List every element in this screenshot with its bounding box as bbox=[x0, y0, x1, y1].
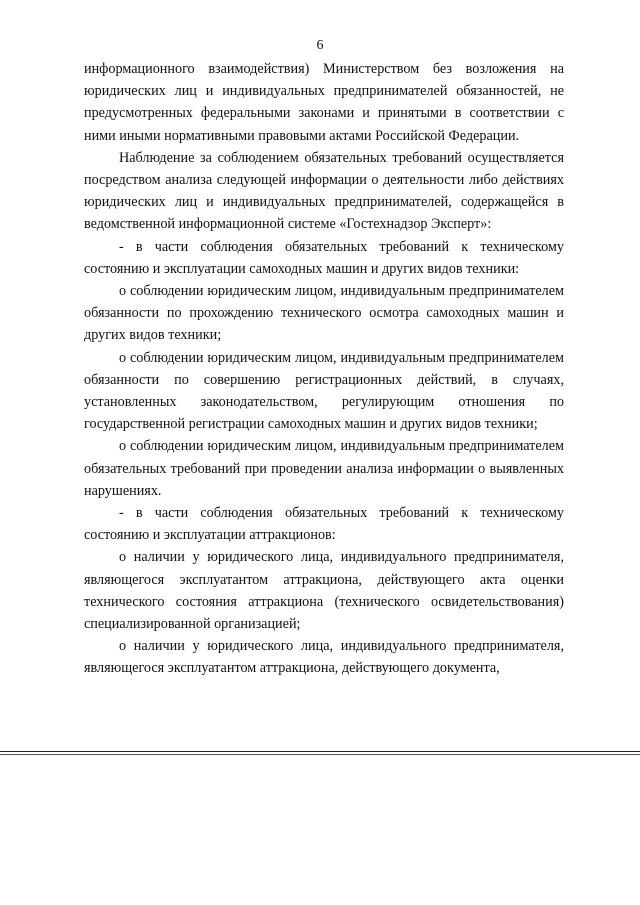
text-line: техники; bbox=[484, 416, 538, 433]
text-line: - в части соблюдения обязательных требований к техническому bbox=[119, 505, 564, 522]
text-line: о деятельности либо действиях юридических лиц и индивидуальных bbox=[84, 172, 564, 211]
text-line: с ними иными нормативными правовыми актами Российской Федерации. bbox=[84, 105, 564, 144]
text-line: в случаях, установленных законодательством, регулирующим отношения bbox=[84, 371, 564, 411]
text-line: состоянию и эксплуатации самоходных машин и других видов техники: bbox=[84, 260, 520, 277]
text-line: технического состояния аттракциона (технического освидетельствования) bbox=[84, 593, 564, 610]
text-line: являющегося эксплуатантом аттракциона, действующего акта оценки bbox=[84, 571, 564, 588]
text-line: информации о выявленных нарушениях. bbox=[84, 460, 564, 499]
text-line: по государственной регистрации самоходных машин и других видов bbox=[84, 394, 564, 433]
text-line: на юридических лиц и индивидуальных предпринимателей обязанностей, bbox=[84, 61, 564, 100]
paragraph bbox=[84, 236, 564, 280]
text-line: состоянию и эксплуатации аттракционов: bbox=[84, 527, 336, 544]
paragraph bbox=[84, 435, 564, 502]
text-line: о соблюдении юридическим лицом, индивидуальным bbox=[119, 349, 449, 366]
text-line: предпринимателем обязательных требований при проведении анализа bbox=[84, 438, 564, 477]
text-line: о соблюдении юридическим лицом, индивидуальным bbox=[119, 438, 449, 455]
paragraph bbox=[84, 546, 564, 635]
document-body bbox=[84, 58, 564, 680]
text-line: Наблюдение за соблюдением обязательных требований bbox=[119, 149, 468, 166]
paragraph bbox=[84, 280, 564, 347]
text-line: предпринимателем обязанности по совершению регистрационных действий, bbox=[84, 349, 564, 388]
text-line: о наличии у юридического лица, индивидуального предпринимателя, bbox=[119, 638, 564, 655]
text-line: о наличии у юридического лица, индивидуального предпринимателя, bbox=[119, 549, 564, 566]
text-line: информационного взаимодействия) Министерством без возложения bbox=[84, 61, 551, 77]
text-line: предпринимателей, содержащейся в ведомственной информационной bbox=[84, 194, 564, 233]
text-line: о соблюдении юридическим лицом, индивидуальным bbox=[119, 283, 449, 300]
text-line: самоходных машин и других видов техники; bbox=[84, 305, 564, 344]
bottom-divider bbox=[0, 751, 640, 752]
text-line: являющегося эксплуатантом аттракциона, действующего документа, bbox=[84, 660, 500, 677]
text-line: системе «Гостехнадзор Эксперт»: bbox=[287, 216, 492, 233]
text-line: не предусмотренных федеральными законами и принятыми в соответствии bbox=[84, 83, 564, 122]
text-line: - в части соблюдения обязательных требований к техническому bbox=[119, 238, 564, 255]
page-number: 6 bbox=[316, 38, 324, 53]
text-line: осуществляется посредством анализа следующей информации bbox=[84, 149, 564, 189]
paragraph bbox=[84, 635, 564, 679]
paragraph bbox=[84, 147, 564, 236]
paragraph bbox=[84, 347, 564, 436]
text-line: специализированной организацией; bbox=[84, 616, 301, 633]
bottom-divider-shadow bbox=[0, 754, 640, 755]
text-line: предпринимателем обязанности по прохождению технического осмотра bbox=[84, 283, 564, 322]
paragraph bbox=[84, 58, 564, 147]
paragraph bbox=[84, 502, 564, 546]
